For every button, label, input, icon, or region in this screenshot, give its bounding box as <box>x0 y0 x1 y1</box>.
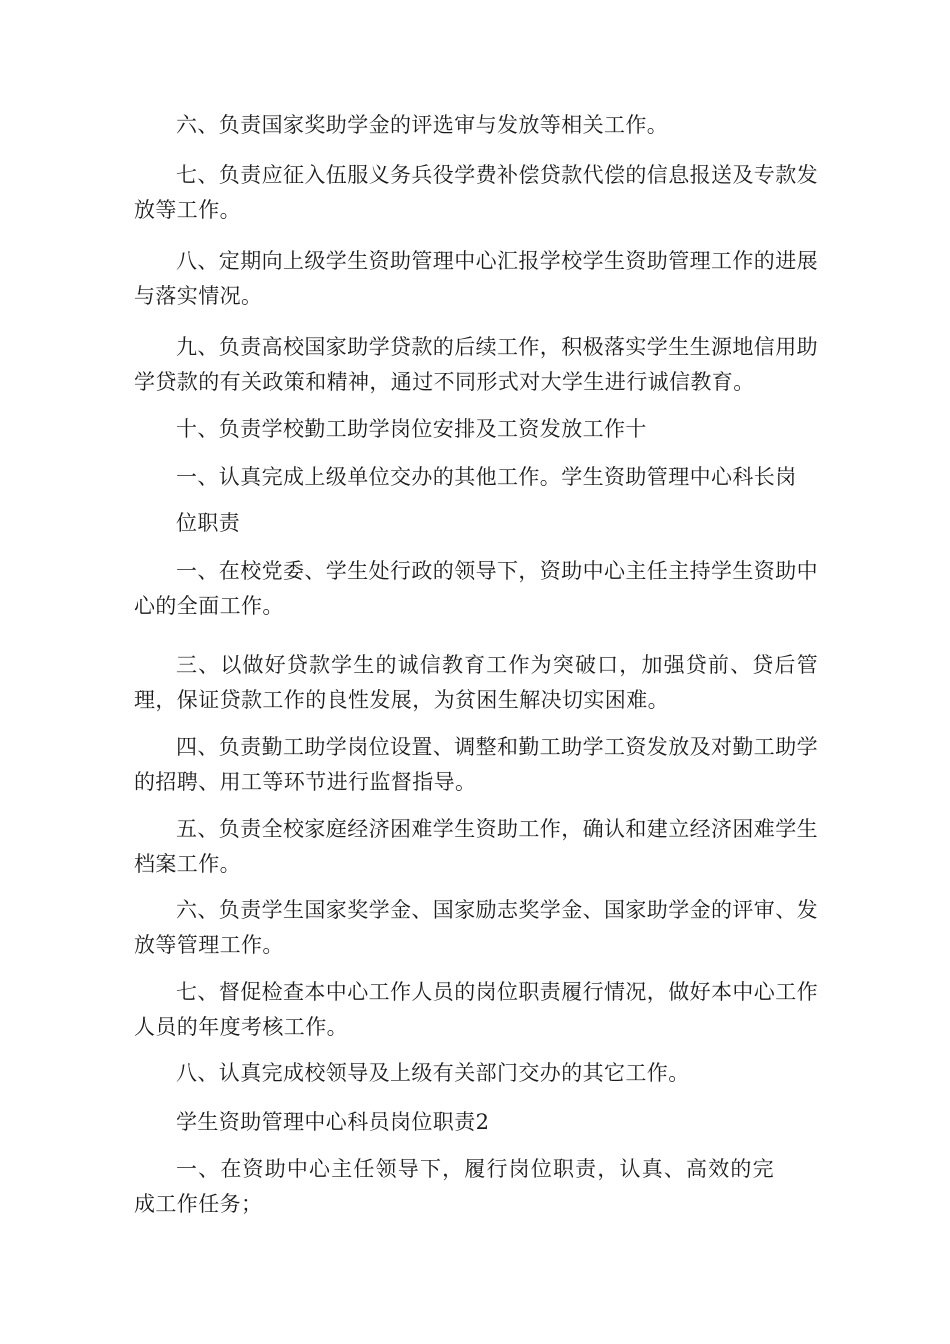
paragraph-3: 八、定期向上级学生资助管理中心汇报学校学生资助管理工作的进展与落实情况。 <box>134 249 818 308</box>
paragraph-7: 位职责 <box>176 511 241 535</box>
paragraph-13: 七、督促检查本中心工作人员的岗位职责履行情况，做好本中心工作人员的年度考核工作。 <box>134 980 818 1039</box>
paragraph-8: 一、在校党委、学生处行政的领导下，资助中心主任主持学生资助中心的全面工作。 <box>134 559 818 618</box>
paragraph-4: 九、负责高校国家助学贷款的后续工作，积极落实学生生源地信用助学贷款的有关政策和精神，通过不同形式对大学生进行诚信教育。 <box>134 335 818 394</box>
paragraph-2: 七、负责应征入伍服义务兵役学费补偿贷款代偿的信息报送及专款发放等工作。 <box>134 163 818 222</box>
paragraph-5: 十、负责学校勤工助学岗位安排及工资发放工作十 <box>176 417 647 441</box>
paragraph-11: 五、负责全校家庭经济困难学生资助工作，确认和建立经济困难学生档案工作。 <box>134 817 818 876</box>
paragraph-15: 学生资助管理中心科员岗位职责2 <box>176 1110 490 1134</box>
paragraph-12: 六、负责学生国家奖学金、国家励志奖学金、国家助学金的评审、发放等管理工作。 <box>134 898 818 957</box>
paragraph-16: 一、在资助中心主任领导下，履行岗位职责，认真、高效的完成工作任务； <box>134 1157 774 1216</box>
paragraph-9: 三、以做好贷款学生的诚信教育工作为突破口，加强贷前、贷后管理，保证贷款工作的良性发展，为贫困生解决切实困难。 <box>134 653 818 712</box>
paragraph-6: 一、认真完成上级单位交办的其他工作。学生资助管理中心科长岗 <box>176 465 797 489</box>
paragraph-1: 六、负责国家奖助学金的评选审与发放等相关工作。 <box>176 113 669 137</box>
paragraph-14: 八、认真完成校领导及上级有关部门交办的其它工作。 <box>176 1061 690 1085</box>
paragraph-10: 四、负责勤工助学岗位设置、调整和勤工助学工资发放及对勤工助学的招聘、用工等环节进行监督指导。 <box>134 735 818 794</box>
